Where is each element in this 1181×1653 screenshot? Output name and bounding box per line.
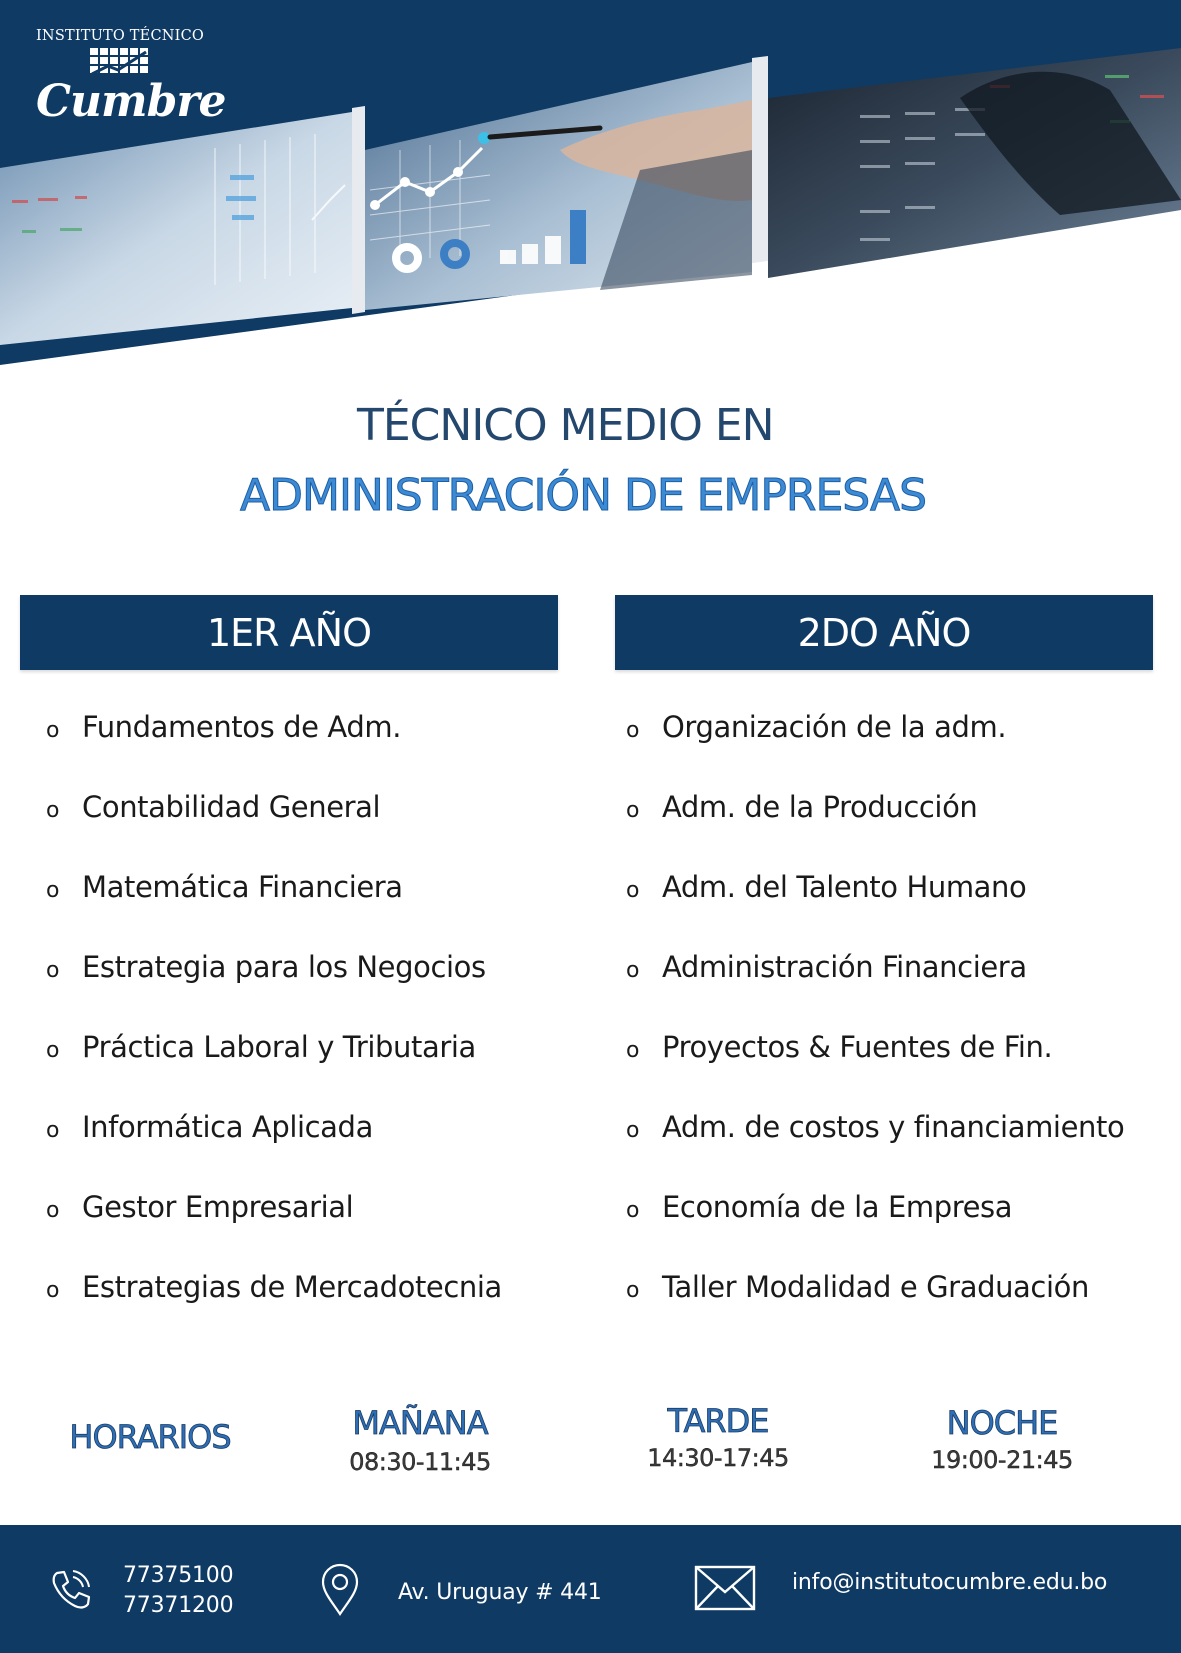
course-label: Adm. de costos y financiamiento (662, 1110, 1125, 1144)
bullet-icon: o (626, 1278, 640, 1303)
bullet-icon: o (626, 1038, 640, 1063)
course-item (46, 1190, 502, 1270)
address-text: Av. Uruguay # 441 (398, 1580, 602, 1605)
course-item (46, 710, 502, 790)
map-pin-icon (318, 1561, 362, 1617)
bullet-icon: o (46, 798, 60, 823)
course-item (626, 790, 1124, 870)
schedule-morning-label: MAÑANA (352, 1404, 488, 1442)
bullet-icon: o (46, 1278, 60, 1303)
course-label: Proyectos & Fuentes de Fin. (662, 1030, 1053, 1064)
year-1-header: 1ER AÑO (20, 595, 558, 670)
logo-grid-icon (88, 46, 150, 80)
course-label: Administración Financiera (662, 950, 1027, 984)
course-label: Taller Modalidad e Graduación (662, 1270, 1089, 1304)
course-label: Matemática Financiera (82, 870, 403, 904)
schedule-heading: HORARIOS (69, 1418, 231, 1456)
bullet-icon: o (46, 1038, 60, 1063)
logo-brand-name: Cumbre (36, 76, 226, 127)
phone-icon (48, 1567, 94, 1613)
email-link[interactable]: info@institutocumbre.edu.bo (792, 1570, 1108, 1595)
course-item (626, 1110, 1124, 1190)
course-item (626, 950, 1124, 1030)
course-item (46, 1110, 502, 1190)
course-label: Adm. de la Producción (662, 790, 978, 824)
course-item (626, 1030, 1124, 1110)
schedule-night-label: NOCHE (946, 1404, 1058, 1442)
course-item (46, 870, 502, 950)
course-label: Informática Aplicada (82, 1110, 373, 1144)
bullet-icon: o (626, 798, 640, 823)
bullet-icon: o (46, 1118, 60, 1143)
year-1-course-list (46, 710, 502, 1350)
course-label: Organización de la adm. (662, 710, 1007, 744)
course-item (626, 1190, 1124, 1270)
schedule-afternoon-time: 14:30-17:45 (647, 1444, 789, 1472)
schedule-morning-time: 08:30-11:45 (349, 1448, 491, 1476)
course-label: Práctica Laboral y Tributaria (82, 1030, 476, 1064)
course-item (46, 1270, 502, 1350)
year-2-header: 2DO AÑO (615, 595, 1153, 670)
course-label: Contabilidad General (82, 790, 381, 824)
bullet-icon: o (626, 878, 640, 903)
bullet-icon: o (46, 1198, 60, 1223)
bullet-icon: o (626, 958, 640, 983)
course-label: Adm. del Talento Humano (662, 870, 1027, 904)
header-banner (0, 0, 1181, 370)
course-item (46, 950, 502, 1030)
schedule-afternoon-label: TARDE (667, 1402, 769, 1440)
bullet-icon: o (626, 1198, 640, 1223)
phone-number-2[interactable]: 77371200 (123, 1593, 234, 1618)
course-item (46, 790, 502, 870)
logo-institute-label: INSTITUTO TÉCNICO (36, 28, 204, 44)
bullet-icon: o (46, 878, 60, 903)
course-label: Estrategia para los Negocios (82, 950, 486, 984)
course-item (46, 1030, 502, 1110)
page-title-line-2: ADMINISTRACIÓN DE EMPRESAS (240, 470, 927, 521)
course-item (626, 870, 1124, 950)
page-title-line-1: TÉCNICO MEDIO EN (357, 400, 774, 451)
course-label: Estrategias de Mercadotecnia (82, 1270, 502, 1304)
institute-logo (36, 24, 226, 127)
course-label: Economía de la Empresa (662, 1190, 1013, 1224)
bullet-icon: o (626, 1118, 640, 1143)
envelope-icon (694, 1565, 756, 1611)
course-label: Fundamentos de Adm. (82, 710, 402, 744)
phone-number-1[interactable]: 77375100 (123, 1563, 234, 1588)
course-label: Gestor Empresarial (82, 1190, 354, 1224)
course-item (626, 1270, 1124, 1350)
bullet-icon: o (46, 718, 60, 743)
schedule-night-time: 19:00-21:45 (931, 1446, 1073, 1474)
contact-footer (0, 1525, 1181, 1653)
course-item (626, 710, 1124, 790)
bullet-icon: o (46, 958, 60, 983)
year-2-course-list (626, 710, 1124, 1350)
bullet-icon: o (626, 718, 640, 743)
